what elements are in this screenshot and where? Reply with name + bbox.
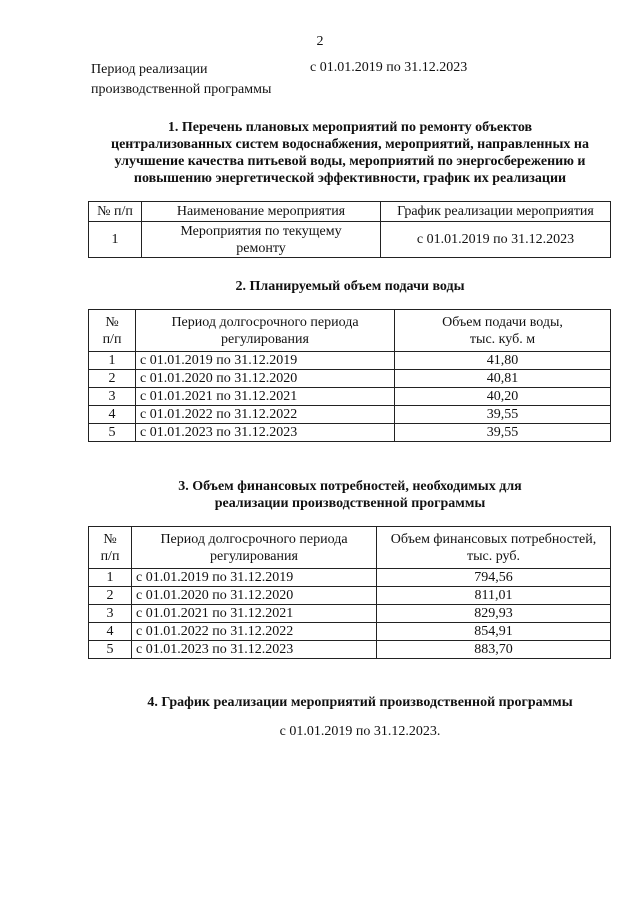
col-header-period-line2: регулирования bbox=[210, 548, 298, 564]
section4-period: с 01.01.2019 по 31.12.2023. bbox=[279, 724, 441, 739]
section3-title-line: реализации производственной программы bbox=[214, 496, 486, 511]
cell-num: 1 bbox=[89, 352, 136, 370]
cell-period: с 01.01.2019 по 31.12.2019 bbox=[132, 569, 377, 587]
cell-num: 5 bbox=[89, 424, 136, 442]
col-header-value-line2: тыс. руб. bbox=[467, 548, 520, 564]
cell-period: с 01.01.2020 по 31.12.2020 bbox=[136, 370, 395, 388]
col-header-period-line1: Период долгосрочного периода bbox=[160, 531, 348, 547]
cell-value: 811,01 bbox=[377, 587, 611, 605]
section3-title bbox=[90, 478, 610, 512]
table-row bbox=[89, 605, 611, 623]
col-header-value-line1: Объем финансовых потребностей, bbox=[390, 531, 597, 547]
section3-title-line: 3. Объем финансовых потребностей, необходимых для bbox=[178, 479, 522, 494]
col-header-value-line2: тыс. куб. м bbox=[469, 331, 536, 347]
cell-period: с 01.01.2019 по 31.12.2019 bbox=[136, 352, 395, 370]
cell-num: 4 bbox=[89, 406, 136, 424]
cell-num: 1 bbox=[89, 222, 142, 258]
col-header-period bbox=[136, 310, 395, 352]
table-row bbox=[89, 222, 611, 258]
col-header-num-line1: № bbox=[103, 531, 117, 547]
col-header-value-line1: Объем подачи воды, bbox=[442, 314, 563, 330]
cell-value: 40,81 bbox=[395, 370, 611, 388]
section1-title-line: централизованных систем водоснабжения, мероприятий, направленных на bbox=[111, 137, 589, 152]
table-header-row bbox=[89, 202, 611, 222]
col-header-num bbox=[89, 527, 132, 569]
cell-num: 3 bbox=[89, 605, 132, 623]
cell-name-line2: ремонту bbox=[236, 240, 286, 256]
cell-period: с 01.01.2023 по 31.12.2023 bbox=[132, 641, 377, 659]
cell-num: 2 bbox=[89, 370, 136, 388]
table-row bbox=[89, 352, 611, 370]
col-header-num-line2: п/п bbox=[102, 331, 122, 347]
col-header-period bbox=[132, 527, 377, 569]
cell-num: 2 bbox=[89, 587, 132, 605]
col-header-num-line1: № bbox=[105, 314, 119, 330]
cell-value: 40,20 bbox=[395, 388, 611, 406]
cell-name-line1: Мероприятия по текущему bbox=[180, 223, 342, 239]
cell-value: 854,91 bbox=[377, 623, 611, 641]
section1-title bbox=[90, 119, 610, 187]
cell-value: 41,80 bbox=[395, 352, 611, 370]
section1-title-line: улучшение качества питьевой воды, мероприятий по энергосбережению и bbox=[114, 154, 586, 169]
col-header-name: Наименование мероприятия bbox=[142, 202, 381, 222]
cell-period: с 01.01.2021 по 31.12.2021 bbox=[132, 605, 377, 623]
table-row bbox=[89, 406, 611, 424]
period-label-line2: производственной программы bbox=[91, 82, 272, 97]
water-supply-table bbox=[88, 309, 611, 442]
col-header-schedule: График реализации мероприятия bbox=[381, 202, 611, 222]
cell-num: 3 bbox=[89, 388, 136, 406]
cell-period: с 01.01.2021 по 31.12.2021 bbox=[136, 388, 395, 406]
cell-value: 39,55 bbox=[395, 424, 611, 442]
col-header-value bbox=[377, 527, 611, 569]
page-number: 2 bbox=[316, 34, 324, 49]
table-row bbox=[89, 424, 611, 442]
period-label-line1: Период реализации bbox=[91, 62, 208, 77]
table-row bbox=[89, 587, 611, 605]
cell-value: 794,56 bbox=[377, 569, 611, 587]
cell-name bbox=[142, 222, 381, 258]
cell-period: с 01.01.2022 по 31.12.2022 bbox=[136, 406, 395, 424]
table-row bbox=[89, 569, 611, 587]
col-header-num bbox=[89, 310, 136, 352]
table-header-row bbox=[89, 527, 611, 569]
col-header-num: № п/п bbox=[89, 202, 142, 222]
col-header-num-line2: п/п bbox=[100, 548, 120, 564]
table-row bbox=[89, 623, 611, 641]
col-header-period-line1: Период долгосрочного периода bbox=[171, 314, 359, 330]
cell-num: 4 bbox=[89, 623, 132, 641]
period-value: с 01.01.2019 по 31.12.2023 bbox=[310, 60, 468, 75]
cell-num: 5 bbox=[89, 641, 132, 659]
cell-period: с 01.01.2023 по 31.12.2023 bbox=[136, 424, 395, 442]
col-header-value bbox=[395, 310, 611, 352]
measures-table bbox=[88, 201, 611, 258]
cell-schedule: с 01.01.2019 по 31.12.2023 bbox=[381, 222, 611, 258]
section4-title: 4. График реализации мероприятий производственной программы bbox=[147, 695, 573, 710]
section2-title: 2. Планируемый объем подачи воды bbox=[235, 279, 465, 294]
cell-value: 39,55 bbox=[395, 406, 611, 424]
financial-needs-table bbox=[88, 526, 611, 659]
cell-period: с 01.01.2020 по 31.12.2020 bbox=[132, 587, 377, 605]
section1-title-line: 1. Перечень плановых мероприятий по ремонту объектов bbox=[167, 120, 533, 135]
col-header-period-line2: регулирования bbox=[221, 331, 309, 347]
cell-value: 883,70 bbox=[377, 641, 611, 659]
section1-title-line: повышению энергетической эффективности, график их реализации bbox=[133, 171, 567, 186]
table-row bbox=[89, 370, 611, 388]
table-header-row bbox=[89, 310, 611, 352]
cell-period: с 01.01.2022 по 31.12.2022 bbox=[132, 623, 377, 641]
period-label bbox=[91, 60, 271, 100]
table-row bbox=[89, 388, 611, 406]
cell-num: 1 bbox=[89, 569, 132, 587]
table-row bbox=[89, 641, 611, 659]
cell-value: 829,93 bbox=[377, 605, 611, 623]
